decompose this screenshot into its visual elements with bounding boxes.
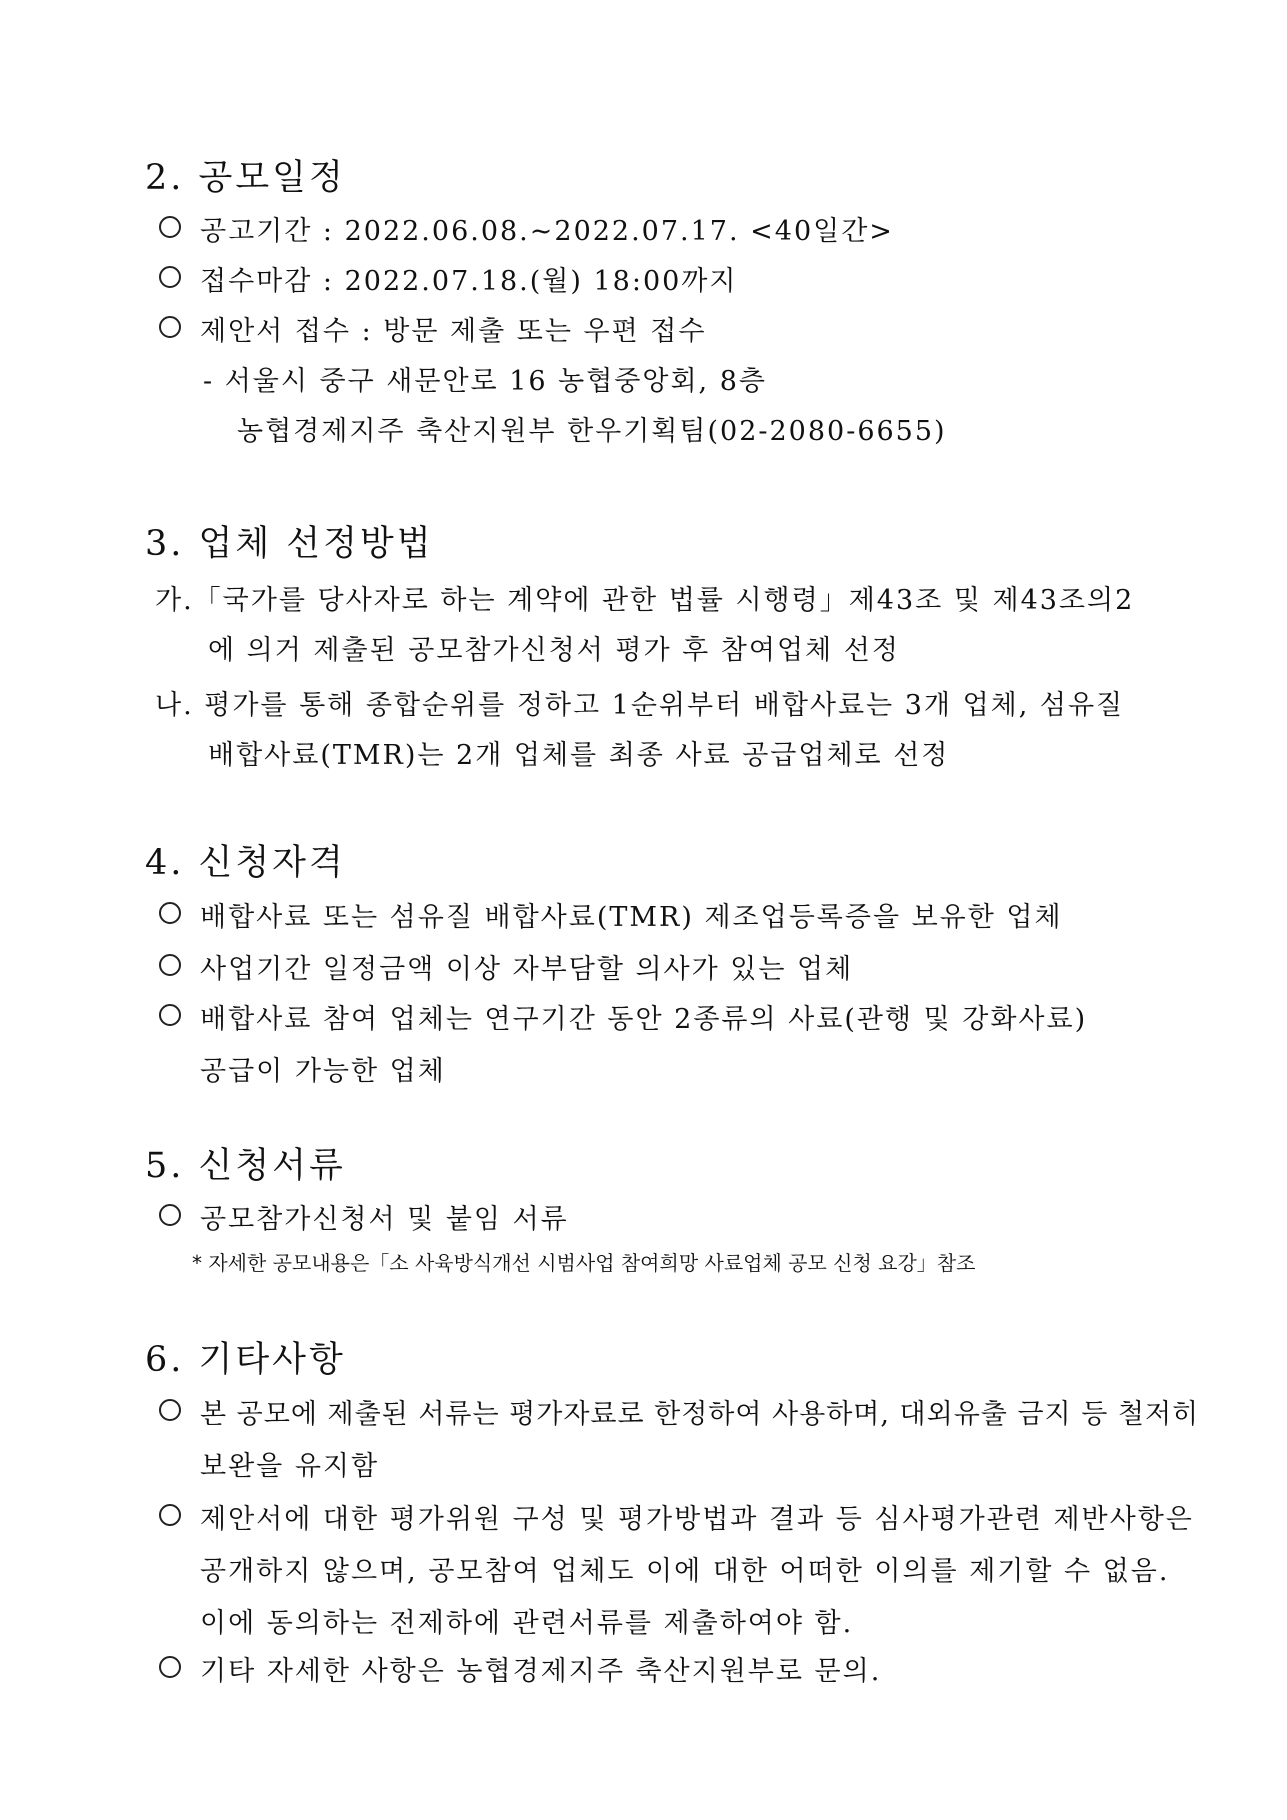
bullet-circle xyxy=(159,316,181,338)
s5-item-documents: 공모참가신청서 및 붙임 서류 xyxy=(200,1204,569,1235)
s2-address-line1: - 서울시 중구 새문안로 16 농협중앙회, 8층 xyxy=(203,366,767,397)
section-4-title: 4. 신청자격 xyxy=(145,843,346,883)
bullet-circle xyxy=(159,1504,181,1526)
bullet-circle xyxy=(159,1656,181,1678)
s6-item2-line3: 이에 동의하는 전제하에 관련서류를 제출하여야 함. xyxy=(200,1608,854,1639)
bullet-circle xyxy=(159,902,181,924)
bullet-circle xyxy=(159,266,181,288)
s6-item3: 기타 자세한 사항은 농협경제지주 축산지원부로 문의. xyxy=(200,1656,882,1687)
bullet-circle xyxy=(159,1399,181,1421)
s4-item-self-funding: 사업기간 일정금액 이상 자부담할 의사가 있는 업체 xyxy=(200,954,854,985)
s6-item1-line2: 보완을 유지함 xyxy=(200,1451,380,1482)
s4-item-participation-cont: 공급이 가능한 업체 xyxy=(200,1056,446,1087)
bullet-circle xyxy=(159,1004,181,1026)
s2-item-submission: 제안서 접수 : 방문 제출 또는 우편 접수 xyxy=(200,316,707,347)
s2-item-deadline: 접수마감 : 2022.07.18.(월) 18:00까지 xyxy=(200,266,738,297)
s3-ga-line1: 가.「국가를 당사자로 하는 계약에 관한 법률 시행령」제43조 및 제43조의2 xyxy=(155,585,1135,616)
bullet-circle xyxy=(159,1204,181,1226)
bullet-circle xyxy=(159,954,181,976)
s3-na-line2: 배합사료(TMR)는 2개 업체를 최종 사료 공급업체로 선정 xyxy=(208,740,950,771)
s3-na-line1: 나. 평가를 통해 종합순위를 정하고 1순위부터 배합사료는 3개 업체, 섬유질 xyxy=(155,690,1125,721)
s3-ga-line2: 에 의거 제출된 공모참가신청서 평가 후 참여업체 선정 xyxy=(208,635,900,666)
s4-item-registration: 배합사료 또는 섬유질 배합사료(TMR) 제조업등록증을 보유한 업체 xyxy=(200,902,1063,933)
s6-item2-line2: 공개하지 않으며, 공모참여 업체도 이에 대한 어떠한 이의를 제기할 수 없음. xyxy=(200,1556,1170,1587)
section-6-title: 6. 기타사항 xyxy=(145,1340,346,1380)
s4-item-participation: 배합사료 참여 업체는 연구기간 동안 2종류의 사료(관행 및 강화사료) xyxy=(200,1004,1088,1035)
bullet-circle xyxy=(159,216,181,238)
s2-item-period: 공고기간 : 2022.06.08.~2022.07.17. <40일간> xyxy=(200,216,894,247)
s2-address-line2: 농협경제지주 축산지원부 한우기획팀(02-2080-6655) xyxy=(237,416,947,447)
section-3-title: 3. 업체 선정방법 xyxy=(145,524,434,564)
s6-item1-line1: 본 공모에 제출된 서류는 평가자료로 한정하여 사용하며, 대외유출 금지 등 철저히 xyxy=(200,1399,1200,1430)
s6-item2-line1: 제안서에 대한 평가위원 구성 및 평가방법과 결과 등 심사평가관련 제반사항은 xyxy=(200,1504,1194,1535)
section-5-title: 5. 신청서류 xyxy=(145,1146,346,1186)
section-2-title: 2. 공모일정 xyxy=(145,158,346,198)
s5-reference-note: * 자세한 공모내용은「소 사육방식개선 시범사업 참여희망 사료업체 공모 신청 요강」참조 xyxy=(192,1251,976,1275)
